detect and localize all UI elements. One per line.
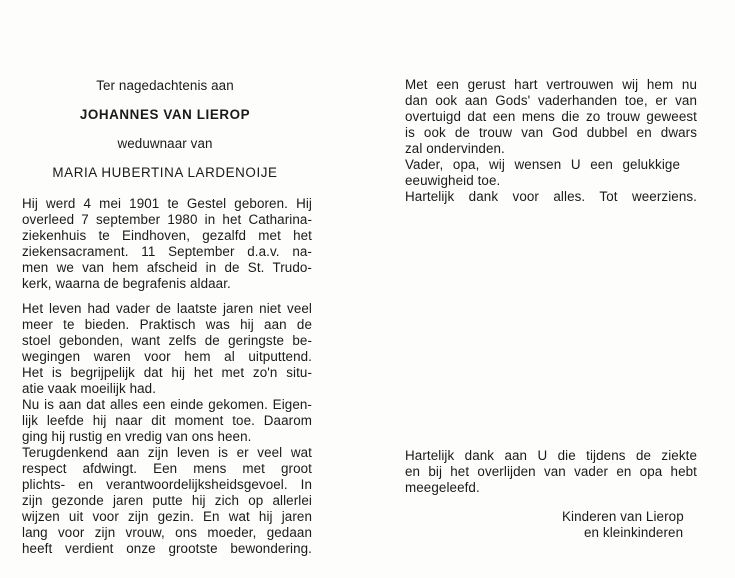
- text-line: wijzen uit voor zijn gezin. En wat hij jaren: [22, 509, 312, 524]
- text-line: eeuwigheid toe.: [405, 173, 501, 188]
- text-line: meer te bieden. Praktisch was hij aan de: [22, 317, 312, 332]
- text-line: heeft verdient onze grootste bewondering.: [22, 541, 312, 556]
- text-line: men we van hem afscheid in de St. Trudo-: [22, 260, 312, 275]
- text-line: dan ook aan Gods' vaderhanden toe, er van: [405, 93, 697, 108]
- text-line: plichts- en verantwoordelijksheidsgevoel. In: [22, 477, 312, 492]
- signature-line: en kleinkinderen: [584, 525, 684, 540]
- widower-label: weduwnaar van: [117, 136, 213, 151]
- text-line: ging hij rustig en vredig van ons heen.: [22, 429, 252, 444]
- text-line: Nu is aan dat alles een einde gekomen. Eigen-: [22, 397, 312, 412]
- text-line: Vader, opa, wij wensen U een gelukkige: [405, 157, 680, 172]
- signature-line: Kinderen van Lierop: [562, 509, 684, 524]
- text-line: Het leven had vader de laatste jaren niet veel: [22, 301, 312, 316]
- text-line: en bij het overlijden van vader en opa hebt: [405, 464, 697, 479]
- text-line: overtuigd dat een mens die zo trouw geweest: [405, 109, 697, 124]
- text-line: Hartelijk dank voor alles. Tot weerziens.: [405, 189, 697, 204]
- text-line: ziekenhuis te Eindhoven, gezalfd met het: [22, 228, 312, 243]
- text-line: kerk, waarna de begrafenis aldaar.: [22, 276, 231, 291]
- text-line: ziekensacrament. 11 September d.a.v. na-: [22, 244, 312, 259]
- text-line: Hij werd 4 mei 1901 te Gestel geboren. Hij: [22, 196, 312, 211]
- text-line: Met een gerust hart vertrouwen wij hem nu: [405, 77, 697, 92]
- text-line: Terugdenkend aan zijn leven is er veel wat: [22, 445, 312, 460]
- text-line: lang voor zijn vrouw, ons moeder, gedaan: [22, 525, 312, 540]
- text-line: overleed 7 september 1980 in het Catharina-: [22, 212, 312, 227]
- text-line: Hartelijk dank aan U die tijdens de ziekte: [405, 448, 697, 463]
- text-line: stoel gebonden, want zelfs de geringste be-: [22, 333, 312, 348]
- text-line: wegingen waren voor hem al uitputtend.: [22, 349, 312, 364]
- in-memory-heading: Ter nagedachtenis aan: [96, 78, 234, 93]
- text-line: lijk leefde hij naar dit moment toe. Daarom: [22, 413, 312, 428]
- text-line: zijn gezonde jaren putte hij zich op allerlei: [22, 493, 312, 508]
- text-line: meegeleefd.: [405, 480, 480, 495]
- deceased-name: JOHANNES VAN LIEROP: [79, 107, 251, 122]
- spouse-name: MARIA HUBERTINA LARDENOIJE: [52, 165, 278, 180]
- text-line: respect afdwingt. Een mens met groot: [22, 461, 312, 476]
- text-line: zal ondervinden.: [405, 141, 505, 156]
- text-line: is ook de trouw van God dubbel en dwars: [405, 125, 697, 140]
- text-line: atie vaak moeilijk had.: [22, 381, 157, 396]
- text-line: Het is begrijpelijk dat hij het met zo'n situ-: [22, 365, 312, 380]
